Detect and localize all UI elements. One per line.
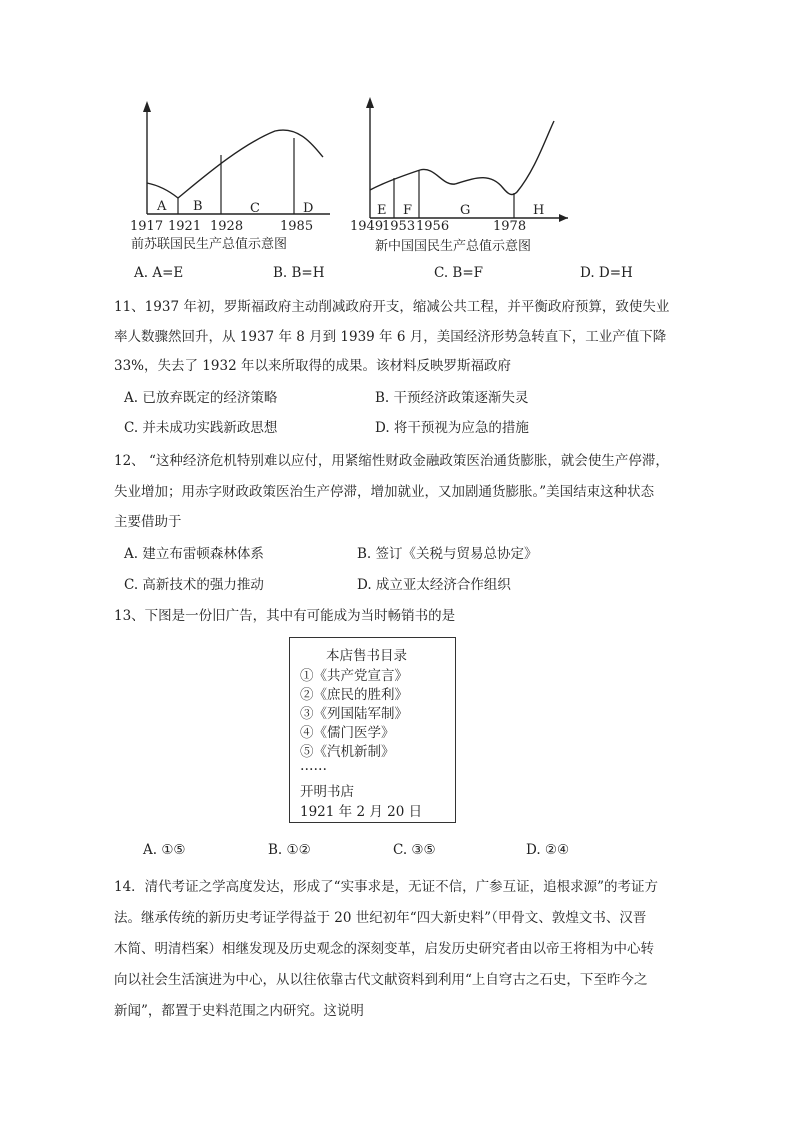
left-chart-caption: 前苏联国民生产总值示意图	[131, 237, 288, 252]
gnp-charts-figure	[0, 0, 794, 260]
q11-option-c[interactable]: C. 并未成功实践新政思想	[124, 420, 278, 436]
q11-stem-line-3: 33%，失去了 1932 年以来所取得的成果。该材料反映罗斯福政府	[114, 358, 511, 374]
left-curve	[147, 130, 323, 198]
year-label-1978: 1978	[493, 219, 527, 234]
q14-stem-line-5: 新闻”，都置于史料范围之内研究。这说明	[114, 1003, 364, 1019]
ad-store-name: 开明书店	[300, 784, 354, 800]
q14-stem-line-3: 木简、明清档案）相继发现及历史观念的深刻变革，启发历史研究者由以帝王将相为中心转	[114, 941, 654, 957]
q13-stem: 13、下图是一份旧广告，其中有可能成为当时畅销书的是	[114, 608, 456, 624]
q12-stem-line-2: 失业增加；用赤字财政政策医治生产停滞，增加就业，又加剧通货膨胀。”美国结束这种状态	[114, 484, 655, 500]
ussr-gnp-chart	[130, 101, 330, 252]
q14-stem-line-2: 法。继承传统的新历史考证学得益于 20 世纪初年“四大新史料”（甲骨文、敦煌文书、汉晋	[114, 910, 647, 926]
year-label-1953: 1953	[382, 219, 416, 234]
q13-option-c[interactable]: C. ③⑤	[393, 842, 436, 858]
right-curve	[370, 121, 554, 195]
segment-label-g: G	[460, 203, 471, 218]
q11-stem-line-1: 11、1937 年初，罗斯福政府主动削减政府开支，缩减公共工程，并平衡政府预算，致使失业	[114, 299, 670, 315]
year-label-1956: 1956	[416, 219, 450, 234]
ad-book-3: ③《列国陆军制》	[300, 706, 408, 722]
left-y-arrow	[143, 101, 151, 112]
q10-option-d[interactable]: D. D=H	[580, 265, 633, 281]
year-label-1949: 1949	[350, 219, 384, 234]
q14-stem-line-1: 14．清代考证之学高度发达，形成了“实事求是，无证不信，广参互证，追根求源”的考证方	[114, 879, 658, 895]
q12-option-b[interactable]: B. 签订《关税与贸易总协定》	[357, 546, 538, 562]
q10-option-a[interactable]: A. A=E	[134, 265, 184, 281]
q12-option-d[interactable]: D. 成立亚太经济合作组织	[357, 577, 511, 593]
right-y-arrow	[366, 97, 374, 108]
ad-book-5: ⑤《汽机新制》	[300, 744, 395, 760]
q13-option-a[interactable]: A. ①⑤	[143, 842, 186, 858]
q11-option-d[interactable]: D. 将干预视为应急的措施	[375, 420, 529, 436]
segment-label-e: E	[377, 203, 387, 218]
right-chart-caption: 新中国国民生产总值示意图	[375, 239, 532, 254]
ad-title: 本店售书目录	[326, 648, 407, 664]
q10-option-c[interactable]: C. B=F	[434, 265, 484, 281]
q12-stem-line-3: 主要借助于	[114, 514, 182, 530]
year-label-1917: 1917	[130, 219, 164, 234]
segment-label-d: D	[303, 201, 314, 216]
year-label-1921: 1921	[168, 219, 202, 234]
right-x-arrow	[559, 214, 568, 222]
year-label-1985: 1985	[280, 219, 314, 234]
segment-label-c: C	[250, 201, 260, 216]
q13-option-d[interactable]: D. ②④	[526, 842, 570, 858]
ad-date: 1921 年 2 月 20 日	[300, 804, 423, 820]
q10-option-b[interactable]: B. B=H	[273, 265, 325, 281]
q14-stem-line-4: 向以社会生活演进为中心，从以往依靠古代文献资料到利用“上自穹古之石史，下至昨今之	[114, 972, 648, 988]
segment-label-f: F	[403, 203, 413, 218]
ad-book-4: ④《儒门医学》	[300, 725, 395, 741]
segment-label-h: H	[533, 203, 545, 218]
year-label-1928: 1928	[210, 219, 244, 234]
q11-option-b[interactable]: B. 干预经济政策逐渐失灵	[375, 390, 529, 406]
q13-option-b[interactable]: B. ①②	[268, 842, 311, 858]
q12-option-c[interactable]: C. 高新技术的强力推动	[124, 577, 264, 593]
ad-book-2: ②《庶民的胜利》	[300, 687, 408, 703]
old-bookstore-advertisement	[289, 637, 456, 823]
ad-ellipsis: ……	[300, 758, 327, 774]
segment-label-b: B	[193, 199, 203, 214]
q12-stem-line-1: 12、 “这种经济危机特别难以应付，用紧缩性财政金融政策医治通货膨胀，就会使生产停滞，	[114, 453, 669, 469]
q11-stem-line-2: 率人数骤然回升，从 1937 年 8 月到 1939 年 6 月，美国经济形势急转直下，工业产值下降	[114, 329, 667, 345]
ad-book-1: ①《共产党宣言》	[300, 668, 408, 684]
prc-gnp-chart	[350, 97, 568, 254]
q11-option-a[interactable]: A. 已放弃既定的经济策略	[124, 390, 278, 406]
segment-label-a: A	[157, 199, 167, 214]
q12-option-a[interactable]: A. 建立布雷顿森林体系	[124, 546, 264, 562]
